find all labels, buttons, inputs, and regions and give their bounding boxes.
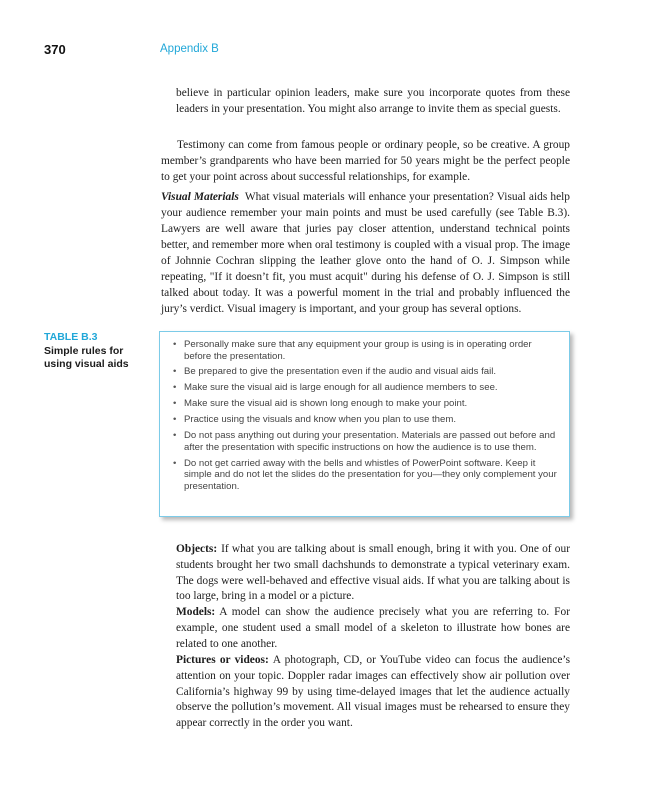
rule-item [173, 339, 561, 362]
bullet-icon: • [173, 339, 177, 350]
rule-text: Do not pass anything out during your presentation. Materials are passed out before and after the presentation with specific instructions on how the audience is to use them. [184, 430, 556, 453]
objects-text: If what you are talking about is small enough, bring it with you. One of our students brought her two small dachshunds to demonstrate a typical veterinary exam. The dogs were well-behaved and effective visual aids. If what you are talking about is too large, bring in a model or a picture. [176, 543, 570, 603]
rule-item [173, 458, 561, 493]
objects-heading: Objects: [176, 543, 218, 555]
rules-table-box [159, 331, 570, 517]
body-paragraph-1: believe in particular opinion leaders, make sure you incorporate quotes from these leaders in your presentation. You might also arrange to invite them as special guests. [176, 87, 570, 115]
bullet-icon: • [173, 430, 177, 442]
pictures-heading: Pictures or videos: [176, 654, 269, 666]
body-paragraph-3 [161, 189, 570, 317]
rule-text: Practice using the visuals and know when you plan to use them. [184, 414, 456, 426]
visual-materials-heading: Visual Materials [161, 191, 239, 203]
rule-item [173, 366, 561, 378]
rule-item [173, 414, 561, 426]
body-paragraph-2: Testimony can come from famous people or ordinary people, so be creative. A group member’s grandparents who have been married for 50 years might be the perfect people to get your point across about successful relationships, for example. [161, 139, 570, 183]
visual-materials-text: What visual materials will enhance your presentation? Visual aids help your audience remember your main points and must be used carefully (see Table B.3). Lawyers are well aware that juries pay closer attention, understand technical points better, and remember more when oral testimony is coupled with a visual prop. The image of Johnnie Cochran slipping the leather glove onto the hand of O. J. Simpson while repeating, "If it doesn’t fit, you must acquit" during his defense of O. J. Simpson is still talked about today. It was a powerful moment in the trial and probably influenced the jury’s verdict. Visual imagery is important, and your group has several options. [161, 191, 570, 315]
rules-list [160, 332, 569, 492]
pictures-text: A photograph, CD, or YouTube video can focus the audience’s attention on your topic. Doppler radar images can effectively show air pollution over California’s highway 99 by using time-delayed images that let the audience actually observe the pollution’s movement. All visual images must be rehearsed to ensure they appear correctly in the order you want. [176, 654, 570, 730]
bullet-icon: • [173, 382, 177, 394]
running-head: Appendix B [160, 43, 219, 55]
rule-item [173, 382, 561, 394]
table-number: TABLE B.3 [44, 331, 98, 343]
rule-text: Do not get carried away with the bells and whistles of PowerPoint software. Keep it simple and do not let the slides do the presentation for you—they only complement your presentation. [184, 457, 557, 492]
bullet-icon: • [173, 366, 177, 378]
rule-item [173, 398, 561, 410]
bullet-icon: • [173, 457, 177, 469]
models-text: A model can show the audience precisely what you are referring to. For example, one student used a small model of a skeleton to illustrate how bones are related to one another. [176, 606, 570, 650]
rule-text: Make sure the visual aid is large enough for all audience members to see. [184, 382, 498, 394]
rule-text: Be prepared to give the presentation even if the audio and visual aids fail. [184, 366, 497, 378]
page-number: 370 [44, 42, 66, 57]
rule-text: Personally make sure that any equipment your group is using is in operating order before the presentation. [184, 339, 532, 362]
pictures-paragraph [176, 653, 570, 732]
table-caption: Simple rules for using visual aids [44, 345, 129, 370]
table-label [44, 331, 154, 371]
objects-paragraph [176, 542, 570, 605]
bullet-icon: • [173, 398, 177, 410]
rule-text: Make sure the visual aid is shown long enough to make your point. [184, 398, 468, 410]
rule-item [173, 430, 561, 453]
models-paragraph [176, 605, 570, 652]
bullet-icon: • [173, 414, 177, 426]
models-heading: Models: [176, 606, 216, 618]
